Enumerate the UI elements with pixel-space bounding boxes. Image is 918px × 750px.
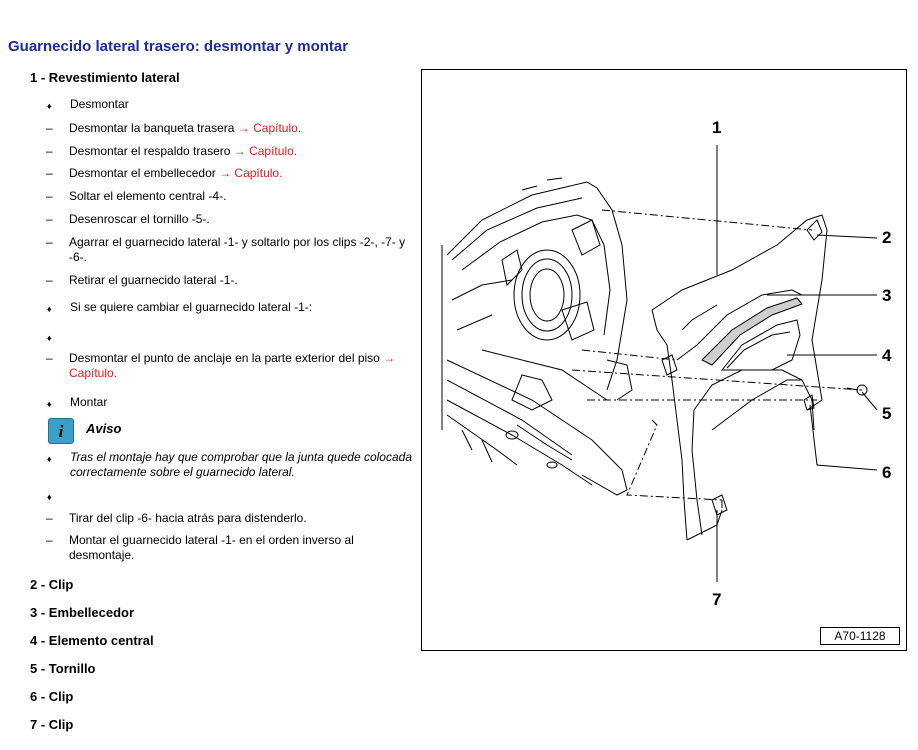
item-label: Elemento central	[48, 633, 154, 648]
callout-5: 5	[882, 404, 892, 423]
step-row	[46, 189, 416, 204]
item-number: 7 -	[30, 717, 46, 732]
step-text	[70, 488, 416, 505]
item-label: Clip	[48, 717, 74, 732]
chapter-link[interactable]: → Capítulo.	[69, 351, 396, 380]
item-7-heading	[30, 717, 73, 732]
step-text: Soltar el elemento central -4-.	[69, 189, 227, 203]
step-row	[46, 97, 416, 114]
item-label: Tornillo	[48, 661, 96, 676]
callout-2: 2	[882, 228, 892, 247]
item-5-heading	[30, 661, 96, 676]
step-text	[70, 329, 416, 346]
item-number: 2 -	[30, 577, 46, 592]
step-row	[46, 212, 416, 227]
bullet-dash: –	[46, 273, 53, 287]
step-text: Tirar del clip -6- hacia atrás para distenderlo.	[69, 511, 307, 525]
step-row	[46, 300, 416, 317]
step-text: Desmontar el embellecedor	[69, 166, 220, 180]
bullet-dash: –	[46, 166, 53, 180]
figure-code: A70-1128	[820, 627, 900, 645]
chapter-link[interactable]: → Capítulo.	[237, 121, 302, 135]
callout-1: 1	[712, 118, 722, 137]
bullet-dash: –	[46, 212, 53, 226]
bullet-dash: –	[46, 533, 53, 547]
bullet-diamond: ♦	[47, 399, 52, 409]
step-row	[46, 511, 416, 526]
exploded-view-figure	[421, 69, 907, 651]
step-row	[46, 488, 416, 505]
step-text: Montar el guarnecido lateral -1- en el orden inverso al desmontaje.	[69, 533, 354, 562]
bullet-dash: –	[46, 235, 53, 249]
step-text: Desmontar el respaldo trasero	[69, 144, 234, 158]
step-row	[46, 450, 416, 480]
step-row	[46, 166, 416, 181]
item-4-heading	[30, 633, 154, 648]
step-text: Desmontar el punto de anclaje en la parte exterior del piso	[69, 351, 384, 365]
step-text: Desmontar la banqueta trasera	[69, 121, 238, 135]
step-text: Desmontar	[70, 97, 129, 111]
bullet-diamond: ♦	[47, 101, 52, 111]
step-text: Tras el montaje hay que comprobar que la junta quede colocada correctamente sobre el guarnecido lateral.	[70, 450, 412, 479]
item-number: 1 -	[30, 70, 46, 85]
chapter-link[interactable]: → Capítulo.	[233, 144, 298, 158]
callout-lines	[717, 145, 877, 582]
note-label: Aviso	[86, 421, 122, 436]
step-text: Retirar el guarnecido lateral -1-.	[69, 273, 238, 287]
callout-4: 4	[882, 346, 892, 365]
item-number: 5 -	[30, 661, 46, 676]
bullet-dash: –	[46, 189, 53, 203]
bullet-dash: –	[46, 144, 53, 158]
callout-7: 7	[712, 590, 722, 609]
page-title: Guarnecido lateral trasero: desmontar y montar	[8, 38, 349, 55]
item-1-heading	[30, 70, 180, 85]
item-label: Clip	[48, 689, 74, 704]
step-text: Agarrar el guarnecido lateral -1- y soltarlo por los clips -2-, -7- y -6-.	[69, 235, 406, 264]
callout-6: 6	[882, 463, 892, 482]
bullet-diamond: ♦	[47, 454, 52, 464]
bullet-dash: –	[46, 121, 53, 135]
step-row	[46, 533, 416, 563]
car-body-frame	[442, 178, 632, 495]
item-number: 3 -	[30, 605, 46, 620]
step-row	[46, 351, 416, 381]
step-row	[46, 273, 416, 288]
bullet-dash: –	[46, 351, 53, 365]
item-3-heading	[30, 605, 134, 620]
figure-drawing	[422, 70, 906, 650]
bullet-dash: –	[46, 511, 53, 525]
bullet-diamond: ♦	[47, 492, 52, 502]
item-label: Revestimiento lateral	[48, 70, 180, 85]
item-label: Clip	[48, 577, 74, 592]
item-label: Embellecedor	[48, 605, 135, 620]
chapter-link[interactable]: → Capítulo.	[219, 166, 283, 180]
info-icon-glyph: i	[58, 422, 64, 441]
bullet-diamond: ♦	[47, 333, 52, 343]
step-row	[46, 329, 416, 346]
step-text: Montar	[70, 395, 108, 409]
step-row	[46, 144, 416, 159]
step-row	[46, 121, 416, 136]
item-number: 4 -	[30, 633, 46, 648]
step-text: Si se quiere cambiar el guarnecido lateral -1-:	[70, 300, 313, 314]
item-number: 6 -	[30, 689, 46, 704]
info-icon	[48, 418, 74, 444]
item-6-heading	[30, 689, 73, 704]
bullet-diamond: ♦	[47, 304, 52, 314]
callout-3: 3	[882, 286, 892, 305]
step-row	[46, 395, 416, 412]
step-row	[46, 235, 416, 265]
step-text: Desenroscar el tornillo -5-.	[69, 212, 210, 226]
item-2-heading	[30, 577, 73, 592]
